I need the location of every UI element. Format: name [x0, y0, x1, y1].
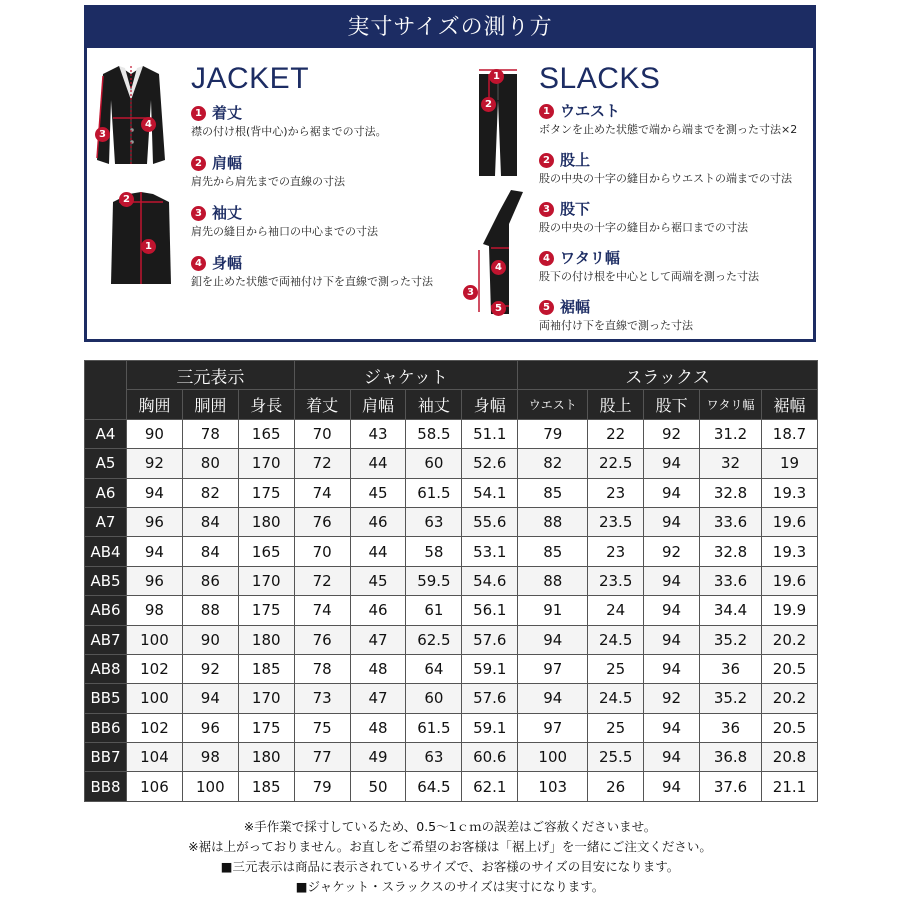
- jacket-marker-2: [119, 187, 140, 207]
- slacks-marker-1: [489, 64, 510, 84]
- table-cell: 59.1: [462, 713, 518, 742]
- jacket-marker-3: [95, 122, 116, 142]
- table-cell: 94: [644, 625, 700, 654]
- table-row: [85, 507, 818, 536]
- item-title: 股下: [560, 200, 591, 218]
- table-cell: 77: [294, 743, 350, 772]
- size-label: AB6: [85, 596, 127, 625]
- table-cell: 84: [182, 537, 238, 566]
- table-cell: 43: [350, 419, 406, 448]
- table-cell: 104: [127, 743, 183, 772]
- table-cell: 76: [294, 625, 350, 654]
- number-badge: 2: [191, 156, 206, 171]
- table-cell: 94: [644, 654, 700, 683]
- item-description: 股の中央の十字の縫目からウエストの端までの寸法: [539, 172, 792, 185]
- item-title: 裾幅: [560, 298, 591, 316]
- table-cell: 24.5: [588, 625, 644, 654]
- table-cell: 60: [406, 449, 462, 478]
- table-cell: 25.5: [588, 743, 644, 772]
- table-cell: 70: [294, 537, 350, 566]
- note-line: ※手作業で採寸しているため、0.5〜1ｃｍの誤差はご容赦くださいませ。: [243, 819, 657, 834]
- table-cell: 24.5: [588, 684, 644, 713]
- table-cell: 85: [518, 537, 588, 566]
- table-cell: 94: [182, 684, 238, 713]
- table-cell: 64.5: [406, 772, 462, 801]
- table-cell: 46: [350, 507, 406, 536]
- table-cell: 79: [518, 419, 588, 448]
- number-badge: 3: [191, 206, 206, 221]
- table-cell: 86: [182, 566, 238, 595]
- table-corner: [85, 361, 127, 420]
- size-table: [84, 360, 818, 802]
- number-badge: 4: [191, 256, 206, 271]
- table-cell: 33.6: [700, 507, 762, 536]
- table-cell: 25: [588, 654, 644, 683]
- guide-title: 実寸サイズの測り方: [87, 8, 813, 48]
- item-description: 釦を止めた状態で両袖付け下を直線で測った寸法: [191, 275, 433, 288]
- table-cell: 180: [238, 743, 294, 772]
- table-cell: 170: [238, 684, 294, 713]
- table-cell: 57.6: [462, 684, 518, 713]
- table-row: [85, 684, 818, 713]
- size-label: A4: [85, 419, 127, 448]
- table-cell: 50: [350, 772, 406, 801]
- table-cell: 47: [350, 625, 406, 654]
- table-cell: 61.5: [406, 713, 462, 742]
- slacks-guide: [539, 48, 819, 343]
- table-cell: 23: [588, 537, 644, 566]
- table-cell: 45: [350, 566, 406, 595]
- table-cell: 75: [294, 713, 350, 742]
- table-row: [85, 419, 818, 448]
- slacks-heading: SLACKS: [539, 62, 661, 95]
- table-cell: 180: [238, 625, 294, 654]
- table-cell: 94: [644, 772, 700, 801]
- table-cell: 92: [644, 684, 700, 713]
- table-cell: 54.1: [462, 478, 518, 507]
- table-cell: 19.3: [762, 537, 818, 566]
- table-cell: 54.6: [462, 566, 518, 595]
- group-header-sangen: 三元表示: [127, 361, 295, 390]
- column-header: 袖丈: [406, 390, 462, 419]
- table-cell: 63: [406, 507, 462, 536]
- number-badge: 3: [539, 202, 554, 217]
- column-header: 股下: [644, 390, 700, 419]
- item-title: 袖丈: [212, 204, 243, 222]
- table-cell: 96: [127, 566, 183, 595]
- table-cell: 88: [182, 596, 238, 625]
- table-cell: 23.5: [588, 507, 644, 536]
- item-description: 両袖付け下を直線で測った寸法: [539, 319, 693, 332]
- table-cell: 61.5: [406, 478, 462, 507]
- table-cell: 34.4: [700, 596, 762, 625]
- table-cell: 48: [350, 654, 406, 683]
- size-label: AB8: [85, 654, 127, 683]
- table-row: [85, 654, 818, 683]
- jacket-item-chest: [191, 252, 451, 298]
- table-cell: 94: [644, 478, 700, 507]
- size-label: A5: [85, 449, 127, 478]
- jacket-marker-1: [141, 234, 162, 254]
- table-cell: 94: [644, 507, 700, 536]
- table-cell: 78: [182, 419, 238, 448]
- table-cell: 60: [406, 684, 462, 713]
- jacket-item-sleeve: [191, 202, 451, 248]
- size-label: A6: [85, 478, 127, 507]
- table-cell: 80: [182, 449, 238, 478]
- note-line: ■三元表示は商品に表示されているサイズで、お客様のサイズの目安になります。: [220, 859, 680, 874]
- table-cell: 56.1: [462, 596, 518, 625]
- table-cell: 94: [644, 566, 700, 595]
- item-title: 肩幅: [212, 154, 243, 172]
- note-line: ※裾は上がっておりません。お直しをご希望のお客様は「裾上げ」を一緒にご注文ください。: [188, 839, 712, 854]
- item-title: ウエスト: [560, 102, 621, 120]
- size-label: BB7: [85, 743, 127, 772]
- table-cell: 170: [238, 449, 294, 478]
- size-label: BB6: [85, 713, 127, 742]
- group-header-jacket: ジャケット: [294, 361, 518, 390]
- column-header: 胸囲: [127, 390, 183, 419]
- table-cell: 19.6: [762, 566, 818, 595]
- table-cell: 98: [182, 743, 238, 772]
- table-cell: 20.5: [762, 713, 818, 742]
- size-label: AB5: [85, 566, 127, 595]
- table-cell: 63: [406, 743, 462, 772]
- table-cell: 70: [294, 419, 350, 448]
- table-row: [85, 478, 818, 507]
- table-cell: 94: [127, 478, 183, 507]
- table-cell: 32.8: [700, 478, 762, 507]
- table-cell: 19.3: [762, 478, 818, 507]
- table-cell: 85: [518, 478, 588, 507]
- table-cell: 62.5: [406, 625, 462, 654]
- table-row: [85, 449, 818, 478]
- table-cell: 175: [238, 596, 294, 625]
- table-cell: 19: [762, 449, 818, 478]
- table-cell: 35.2: [700, 684, 762, 713]
- item-description: 股下の付け根を中心として両端を測った寸法: [539, 270, 759, 283]
- column-header: 股上: [588, 390, 644, 419]
- table-cell: 44: [350, 537, 406, 566]
- marker-1-badge: 1: [489, 69, 504, 84]
- table-cell: 20.5: [762, 654, 818, 683]
- table-cell: 62.1: [462, 772, 518, 801]
- table-cell: 92: [644, 537, 700, 566]
- table-row: [85, 596, 818, 625]
- table-cell: 51.1: [462, 419, 518, 448]
- note-line: ■ジャケット・スラックスのサイズは実寸になります。: [295, 879, 605, 894]
- table-cell: 90: [182, 625, 238, 654]
- table-cell: 19.6: [762, 507, 818, 536]
- item-title: 身幅: [212, 254, 243, 272]
- table-cell: 94: [644, 596, 700, 625]
- table-cell: 175: [238, 713, 294, 742]
- table-cell: 26: [588, 772, 644, 801]
- column-header-row: [85, 390, 818, 419]
- column-header: ワタリ幅: [700, 390, 762, 419]
- table-cell: 170: [238, 566, 294, 595]
- table-cell: 84: [182, 507, 238, 536]
- table-cell: 20.2: [762, 684, 818, 713]
- marker-3-badge: 3: [463, 285, 478, 300]
- notes: [0, 817, 900, 897]
- group-header-row: [85, 361, 818, 390]
- table-cell: 49: [350, 743, 406, 772]
- table-cell: 94: [518, 684, 588, 713]
- table-cell: 23: [588, 478, 644, 507]
- table-cell: 100: [182, 772, 238, 801]
- table-cell: 100: [127, 625, 183, 654]
- size-label: BB5: [85, 684, 127, 713]
- table-cell: 61: [406, 596, 462, 625]
- marker-4-badge: 4: [491, 260, 506, 275]
- measurement-guide-panel: [84, 5, 816, 342]
- table-cell: 32.8: [700, 537, 762, 566]
- column-header: ウエスト: [518, 390, 588, 419]
- slacks-item-waist: [539, 100, 819, 147]
- number-badge: 1: [191, 106, 206, 121]
- number-badge: 1: [539, 104, 554, 119]
- table-cell: 96: [182, 713, 238, 742]
- table-cell: 94: [127, 537, 183, 566]
- size-label: A7: [85, 507, 127, 536]
- table-cell: 31.2: [700, 419, 762, 448]
- table-cell: 36: [700, 654, 762, 683]
- table-cell: 74: [294, 596, 350, 625]
- table-cell: 97: [518, 713, 588, 742]
- table-cell: 88: [518, 566, 588, 595]
- column-header: 胴囲: [182, 390, 238, 419]
- table-cell: 46: [350, 596, 406, 625]
- item-description: 襟の付け根(背中心)から裾までの寸法。: [191, 125, 387, 138]
- marker-2-badge: 2: [481, 97, 496, 112]
- column-header: 身長: [238, 390, 294, 419]
- table-cell: 22.5: [588, 449, 644, 478]
- size-table-body: [85, 419, 818, 801]
- item-description: 肩先から肩先までの直線の寸法: [191, 175, 345, 188]
- table-cell: 92: [644, 419, 700, 448]
- table-cell: 32: [700, 449, 762, 478]
- table-cell: 82: [518, 449, 588, 478]
- table-cell: 55.6: [462, 507, 518, 536]
- number-badge: 4: [539, 251, 554, 266]
- table-cell: 79: [294, 772, 350, 801]
- table-cell: 94: [644, 449, 700, 478]
- table-cell: 180: [238, 507, 294, 536]
- table-cell: 96: [127, 507, 183, 536]
- table-cell: 21.1: [762, 772, 818, 801]
- table-cell: 72: [294, 449, 350, 478]
- table-cell: 78: [294, 654, 350, 683]
- slacks-item-inseam: [539, 198, 819, 245]
- size-label: AB7: [85, 625, 127, 654]
- table-cell: 98: [127, 596, 183, 625]
- item-description: ボタンを止めた状態で端から端までを測った寸法×2: [539, 123, 798, 136]
- table-cell: 35.2: [700, 625, 762, 654]
- item-description: 肩先の縫目から袖口の中心までの寸法: [191, 225, 378, 238]
- table-cell: 92: [127, 449, 183, 478]
- number-badge: 5: [539, 300, 554, 315]
- table-cell: 36.8: [700, 743, 762, 772]
- table-cell: 73: [294, 684, 350, 713]
- table-row: [85, 772, 818, 801]
- table-cell: 53.1: [462, 537, 518, 566]
- table-cell: 82: [182, 478, 238, 507]
- slacks-marker-4: [491, 255, 512, 275]
- size-label: AB4: [85, 537, 127, 566]
- table-cell: 23.5: [588, 566, 644, 595]
- table-cell: 185: [238, 654, 294, 683]
- table-cell: 37.6: [700, 772, 762, 801]
- table-row: [85, 537, 818, 566]
- table-cell: 94: [644, 743, 700, 772]
- table-cell: 74: [294, 478, 350, 507]
- table-cell: 72: [294, 566, 350, 595]
- table-cell: 100: [518, 743, 588, 772]
- marker-1-badge: 1: [141, 239, 156, 254]
- table-cell: 94: [518, 625, 588, 654]
- jacket-item-shoulder: [191, 152, 451, 198]
- table-cell: 91: [518, 596, 588, 625]
- table-cell: 94: [644, 713, 700, 742]
- table-cell: 58.5: [406, 419, 462, 448]
- table-cell: 59.5: [406, 566, 462, 595]
- table-cell: 59.1: [462, 654, 518, 683]
- jacket-heading: JACKET: [191, 62, 310, 95]
- table-cell: 52.6: [462, 449, 518, 478]
- slacks-item-thigh: [539, 247, 819, 294]
- table-row: [85, 566, 818, 595]
- jacket-marker-4: [141, 112, 162, 132]
- item-description: 股の中央の十字の縫目から裾口までの寸法: [539, 221, 748, 234]
- table-cell: 19.9: [762, 596, 818, 625]
- jacket-item-length: [191, 102, 451, 148]
- table-row: [85, 713, 818, 742]
- table-cell: 92: [182, 654, 238, 683]
- column-header: 着丈: [294, 390, 350, 419]
- column-header: 裾幅: [762, 390, 818, 419]
- item-title: 股上: [560, 151, 591, 169]
- slacks-marker-5: [491, 296, 512, 316]
- number-badge: 2: [539, 153, 554, 168]
- table-cell: 22: [588, 419, 644, 448]
- table-cell: 175: [238, 478, 294, 507]
- table-cell: 165: [238, 419, 294, 448]
- slacks-marker-2: [481, 92, 502, 112]
- jacket-guide: [191, 48, 451, 298]
- table-cell: 47: [350, 684, 406, 713]
- table-cell: 102: [127, 713, 183, 742]
- table-cell: 88: [518, 507, 588, 536]
- table-cell: 33.6: [700, 566, 762, 595]
- marker-4-badge: 4: [141, 117, 156, 132]
- table-cell: 24: [588, 596, 644, 625]
- marker-5-badge: 5: [491, 301, 506, 316]
- table-cell: 90: [127, 419, 183, 448]
- slacks-item-rise: [539, 149, 819, 196]
- table-cell: 185: [238, 772, 294, 801]
- table-row: [85, 625, 818, 654]
- table-cell: 64: [406, 654, 462, 683]
- column-header: 肩幅: [350, 390, 406, 419]
- table-cell: 48: [350, 713, 406, 742]
- item-title: ワタリ幅: [560, 249, 620, 267]
- marker-2-badge: 2: [119, 192, 134, 207]
- table-cell: 97: [518, 654, 588, 683]
- table-cell: 58: [406, 537, 462, 566]
- table-cell: 18.7: [762, 419, 818, 448]
- table-cell: 102: [127, 654, 183, 683]
- slacks-item-hem: [539, 296, 819, 343]
- table-cell: 103: [518, 772, 588, 801]
- group-header-slacks: スラックス: [518, 361, 818, 390]
- table-cell: 20.8: [762, 743, 818, 772]
- table-cell: 76: [294, 507, 350, 536]
- table-cell: 60.6: [462, 743, 518, 772]
- table-cell: 165: [238, 537, 294, 566]
- size-label: BB8: [85, 772, 127, 801]
- table-cell: 57.6: [462, 625, 518, 654]
- table-cell: 45: [350, 478, 406, 507]
- table-row: [85, 743, 818, 772]
- slacks-marker-3: [463, 280, 484, 300]
- marker-3-badge: 3: [95, 127, 110, 142]
- table-cell: 20.2: [762, 625, 818, 654]
- table-cell: 106: [127, 772, 183, 801]
- table-cell: 44: [350, 449, 406, 478]
- column-header: 身幅: [462, 390, 518, 419]
- table-cell: 100: [127, 684, 183, 713]
- table-cell: 25: [588, 713, 644, 742]
- item-title: 着丈: [212, 104, 243, 122]
- table-cell: 36: [700, 713, 762, 742]
